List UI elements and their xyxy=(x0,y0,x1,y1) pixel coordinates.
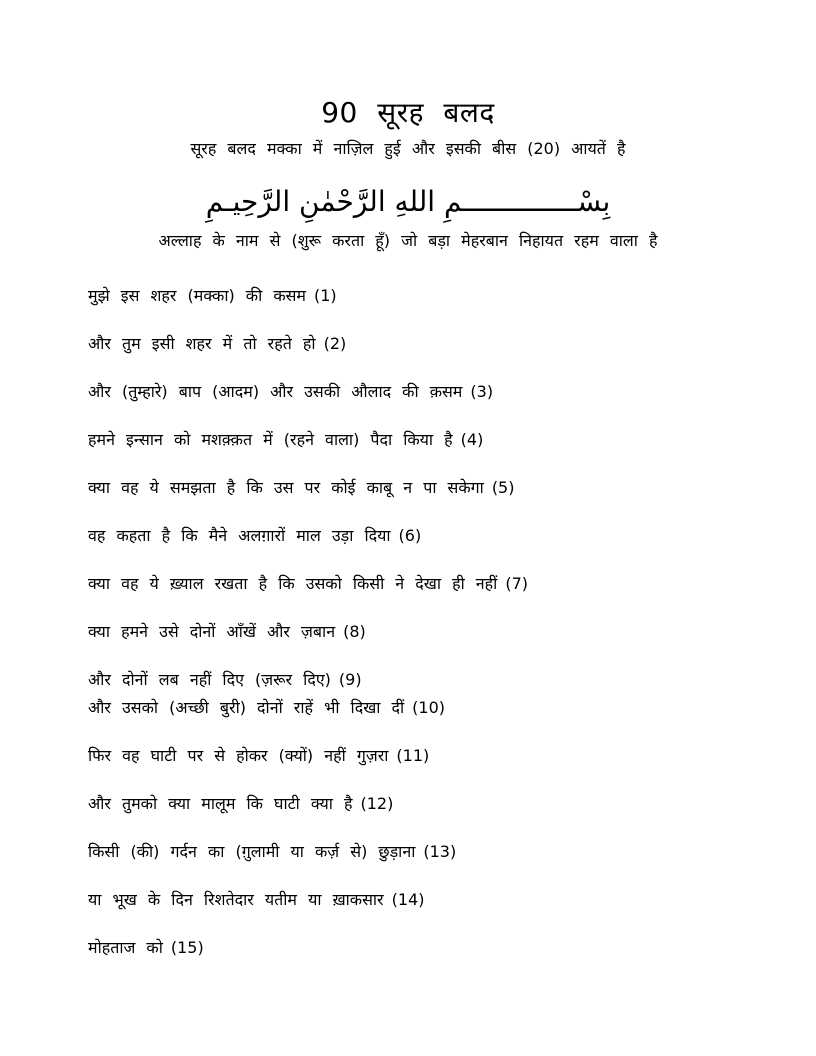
verse-text: और दोनों लब नहीं दिए (ज़रूर दिए) xyxy=(88,670,331,689)
verse-number: (2) xyxy=(323,334,347,353)
verse-text: या भूख के दिन रिशतेदार यतीम या ख़ाकसार xyxy=(88,890,384,909)
verse-line-3 xyxy=(88,381,746,403)
verse-line-14 xyxy=(88,889,746,911)
verse-number: (3) xyxy=(470,382,494,401)
verse-line-8 xyxy=(88,621,746,643)
verse-line-15 xyxy=(88,937,746,959)
verse-line-4 xyxy=(88,429,746,451)
page-title: 90 सूरह बलद xyxy=(321,96,495,129)
verse-line-12 xyxy=(88,793,746,815)
verse-number: (1) xyxy=(314,286,337,305)
verse-text: हमने इन्सान को मशक़्क़त में (रहने वाला) पैदा किया है xyxy=(88,430,453,449)
verse-line-5 xyxy=(88,477,746,499)
verse-number: (4) xyxy=(460,430,484,449)
verse-line-6 xyxy=(88,525,746,547)
verse-text: क्या हमने उसे दोनों आँखें और ज़बान xyxy=(88,622,336,641)
verse-text: और (तुम्हारे) बाप (आदम) और उसकी औलाद की क़सम xyxy=(88,382,463,401)
verse-line-13 xyxy=(88,841,746,863)
surah-subtitle: सूरह बलद मक्का में नाज़िल हुई और इसकी बीस (20) आयतें है xyxy=(190,139,626,158)
verse-number: (9) xyxy=(338,670,362,689)
verse-text: मोहताज को xyxy=(88,938,163,957)
verse-line-9 xyxy=(88,669,746,691)
verse-number: (12) xyxy=(360,794,394,813)
verse-number: (14) xyxy=(391,890,425,909)
verse-number: (10) xyxy=(412,698,445,717)
verse-text: क्या वह ये समझता है कि उस पर कोई काबू न पा सकेगा xyxy=(88,478,484,497)
verse-text: क्या वह ये ख़्याल रखता है कि उसको किसी ने देखा ही नहीं xyxy=(88,574,498,593)
verse-line-11 xyxy=(88,745,746,767)
verse-number: (13) xyxy=(423,842,457,861)
verse-number: (7) xyxy=(505,574,528,593)
verse-number: (11) xyxy=(396,746,430,765)
verse-line-2 xyxy=(88,333,746,355)
verse-line-10 xyxy=(88,697,746,719)
verse-text: और तुमको क्या मालूम कि घाटी क्या है xyxy=(88,794,353,813)
verse-number: (8) xyxy=(343,622,366,641)
verse-line-7 xyxy=(88,573,746,595)
verse-number: (6) xyxy=(398,526,422,545)
verse-text: और उसको (अच्छी बुरी) दोनों राहें भी दिखा दीं xyxy=(88,698,405,717)
verse-text: फिर वह घाटी पर से होकर (क्यों) नहीं गुज़रा xyxy=(88,746,389,765)
verse-text: वह कहता है कि मैने अलग़ारों माल उड़ा दिया xyxy=(88,526,391,545)
verse-line-1 xyxy=(88,285,746,307)
verse-text: और तुम इसी शहर में तो रहते हो xyxy=(88,334,316,353)
verse-number: (5) xyxy=(491,478,515,497)
bismillah-translation: अल्लाह के नाम से (शुरू करता हूँ) जो बड़ा मेहरबान निहायत रहम वाला है xyxy=(158,231,658,250)
verse-number: (15) xyxy=(170,938,204,957)
bismillah-arabic-calligraphy: بِسْــــــــــــــمِ اللهِ الرَّحْمٰنِ الرَّحِيـمِ xyxy=(205,185,611,218)
verse-text: किसी (की) गर्दन का (ग़ुलामी या कर्ज़ से) छुड़ाना xyxy=(88,842,416,861)
verse-text: मुझे इस शहर (मक्का) की कसम xyxy=(88,286,306,305)
verse-list xyxy=(0,285,816,959)
